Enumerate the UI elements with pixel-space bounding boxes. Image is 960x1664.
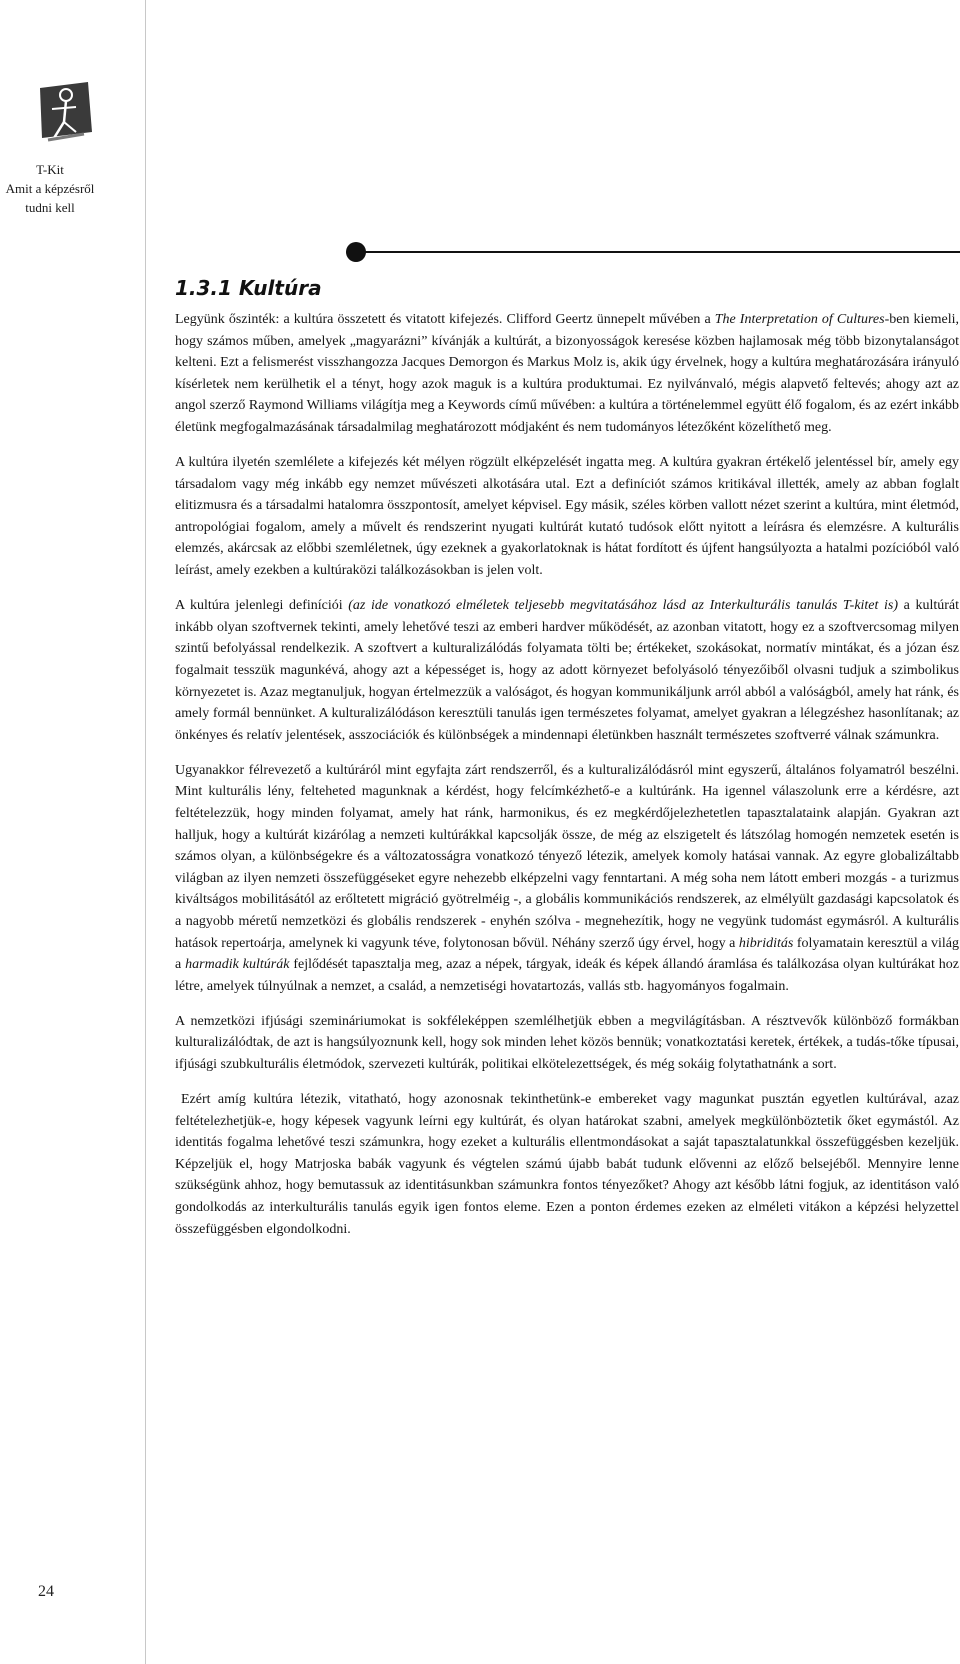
heading-rule-icon bbox=[346, 242, 960, 262]
paragraph-4-part-c: folyamatain keresztül a világ a bbox=[175, 935, 959, 973]
paragraph-4-part-e: fejlődését tapasztalja meg, azaz a népek, tárgyak, ideák és képek állandó áramlása és találkozása olyan kultúrákat hoz létre, amelyek túlnyúlnak a nemzet, a család, a nemzetiségi hovatartozás, vallás stb. hagyományos fogalmain. bbox=[175, 957, 959, 994]
paragraph-6: Ezért amíg kultúra létezik, vitatható, hogy azonosnak tekinthetünk-e embereket vagy magunkat pusztán egyetlen kultúrával, azaz feltételezhetjük-e, hogy képesek vagyunk leírni egy kultúrát, és olyan határokat szabni, amelyek megkülönböztetik őket egymástól. Az identitás fogalma lehetővé teszi számunkra, hogy ezeket a kulturális ellentmondásokat a saját tapasztalatunkkal összefüggésben kezeljük. Képzeljük el, hogy Matrjoska babák vagyunk és végtelen számú újabb babát tudunk elővenni az előző belsejéből. Mennyire lenne szükségünk ahhoz, hogy bemutassuk az identitásunkban számunkra fontos tényezőket? Ahogy azt később látni fogjuk, az identitáson való gondolkodás az interkulturális tanulás egyik igen fontos eleme. Ezen a ponton érdemes ezeken az elméleti vitákon a képzési helyzettel összefüggésben elgondolkodni. bbox=[175, 1092, 959, 1237]
sidebar-series-label bbox=[0, 160, 100, 217]
paragraph-3-part-a: A kultúra jelenlegi definíciói bbox=[175, 598, 349, 614]
paragraph-4-part-a: Ugyanakkor félrevezető a kultúráról mint egyfajta zárt rendszerről, és a kulturalizálódásról mint egyszerű, általános folyamatról beszélni. Mint kulturális lény, felteheted magunknak a kérdést, hogy felcímkézhető-e a kultúránk. Ha igennel válaszolunk erre a kérdésre, azt feltételezzük, hogy minden folyamat, amely hat ránk, harmonikus, és ez megkérdőjelezhetetlen tapasztalataink alapján. Gyakran azt halljuk, hogy a kultúrát kizárólag a nemzeti kultúrákkal kapcsolják össze, de még az elszigetelt és látszólag homogén nemzetek esetén is számos olyan, a különbségekre és a változatosságra vonatkozó tényező létezik, amelyek komoly hatásai vannak. Az egyre globalizáltabb világban az ilyen nemzeti összefüggéseket egyre nehezebb elképzelni vagy fenntartani. A még soha nem látott emberi mozgás - a turizmus kiváltságos mobilitásától az erőltetett migráció gyötrelméig -, a globális kommunikációs rendszerek, az elmélyült gazdasági kapcsolatok és a nagyobb méretű nemzetközi és globális rendszerek - enyhén szólva - megnehezítik, hogy ne vegyünk tudomást egymásról. A kulturális hatások repertoárja, amelynek ki vagyunk téve, folytonosan bővül. Néhány szerző úgy érvel, hogy a bbox=[175, 762, 959, 951]
term-hibriditas: hibriditás bbox=[738, 935, 794, 951]
series-subtitle-line2: tudni kell bbox=[25, 200, 75, 215]
section-title: 1.3.1 Kultúra bbox=[175, 276, 322, 300]
paragraph-4 bbox=[175, 760, 959, 998]
body-text bbox=[175, 309, 959, 1254]
paragraph-3-part-c: a kultúrát inkább olyan szoftvernek tekinti, amely lehetővé teszi az emberi hardver működését, az azonban vitatott, hogy ez a szoftvercsomag milyen szintű befolyással rendelkezik. A szoftvert a kulturalizálódás folyamata tölti be; értékeket, szokásokat, normatív mintákat, és a józan ész fogalmait tesszük magunkévá, ahogy azt a képességet is, hogy az adott környezet befolyásoló tényezőiből olvasni tudjuk a szimbolikus környezetet is. Azaz megtanuljuk, hogyan értelmezzük a valóságot, és hogyan kommunikáljunk arról abból a valóságból, amely hat ránk, és amely formál bennünket. A kulturalizálódáson keresztüli tanulás igen természetes folyamat, amelyet gyakran a lélegzéshez hasonlítanak; az önkényes és relatív jelentések, asszociációk és különbségek a mindennapi életünkben használt természetes szoftverré válnak számunkra. bbox=[175, 598, 960, 743]
paragraph-2: A kultúra ilyetén szemlélete a kifejezés két mélyen rögzült elképzelését ingatta meg. A kultúra gyakran értékelő jelentéssel bír, amely egy társadalom vagy még inkább egy nemzet művészeti alkotására utal. Ezt a definíciót számos kritikával illették, amely az abban foglalt elitizmusra és a társadalmi hatalomra összpontosít, amelyet képvisel. Egy másik, széles körben vallott nézet szerint a kultúra, mint életmód, antropológiai fogalom, amely a művelt és rendszerint nyugati kultúrát kutató tudósok előtt nyitott a leírásra és elemzésre. A kulturális elemzés, akárcsak az előbbi szemléletnek, úgy ezeknek a gyakorlatoknak is hátat fordított és újfent hangsúlyozta a hatalmi pozícióból való leírást, amely ezekben a kultúraközi találkozásokban is jelen volt. bbox=[175, 455, 959, 579]
paragraph-1 bbox=[175, 309, 959, 439]
term-harmadik-kulturak: harmadik kultúrák bbox=[185, 957, 290, 973]
series-subtitle-line1: Amit a képzésről bbox=[5, 181, 95, 196]
paragraph-3-cross-reference: (az ide vonatkozó elméletek teljesebb megvitatásához lásd az Interkulturális tanulás T-kitet is) bbox=[348, 598, 899, 614]
series-name: T-Kit bbox=[36, 162, 64, 177]
t-kit-logo-icon bbox=[38, 82, 92, 142]
paragraph-5: A nemzetközi ifjúsági szemináriumokat is sokféleképpen szemlélhetjük ebben a megvilágításban. A résztvevők különböző formákban kulturalizálódtak, de azt is hangsúlyoznunk kell, hogy sok minden lehet közös bennük; vonatkoztatási keretek, értékek, a tudás-tőke típusai, ifjúsági szubkulturális életmódok, szervezeti kultúrák, politikai elkötelezettségek, és még sokáig folytathatnánk a sort. bbox=[175, 1013, 959, 1072]
sidebar-divider bbox=[145, 0, 146, 1664]
paragraph-1-part-c: -ben kiemeli, hogy számos műben, amelyek „magyarázni” kívánják a kultúrát, a bizonyosságok keresése közben hajlamosak még több bizonytalanságot kelteni. Ezt a felismerést visszhangozza Jacques Demorgon és Markus Molz is, akik úgy érvelnek, hogy a kultúra meghatározására irányuló kísérletek nem kerülhetik el a tényt, hogy azok maguk is a kultúra produktumai. Ez nyilvánvaló, mégis alapvető feltevés; ahogy azt az angol szerző Raymond Williams világítja meg a Keywords című művében: a kultúra a történelemmel együtt élő fogalom, és az ezért inkább életünk megfogalmazásának társadalmilag meghatározott módjaként és nem tudományos létezőként közelíthető meg. bbox=[175, 312, 959, 435]
page-number: 24 bbox=[38, 1583, 54, 1600]
paragraph-3 bbox=[175, 595, 959, 746]
paragraph-1-part-a: Legyünk őszinték: a kultúra összetett és vitatott kifejezés. Clifford Geertz ünnepelt művében a bbox=[175, 312, 715, 327]
book-title-interpretation-of-cultures: The Interpretation of Cultures bbox=[714, 312, 885, 327]
